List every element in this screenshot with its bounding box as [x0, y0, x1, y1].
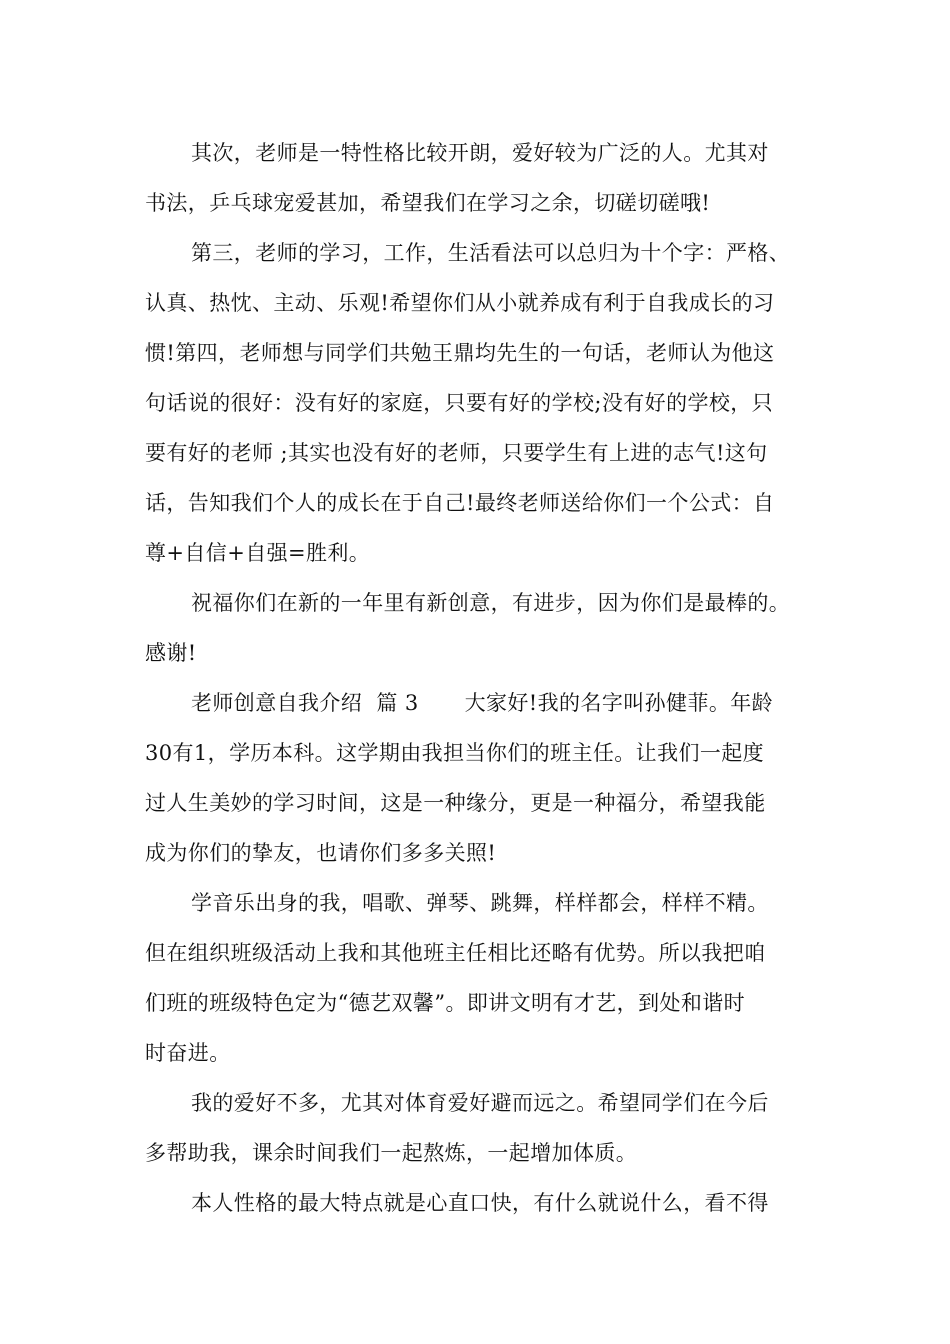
text-line: 祝福你们在新的一年里有新创意，有进步，因为你们是最棒的。 [191, 591, 791, 615]
text-line: 话，告知我们个人的成长在于自己!最终老师送给你们一个公式：自 [145, 491, 775, 515]
text-line: 多帮助我，课余时间我们一起熬炼，一起增加体质。 [145, 1141, 638, 1165]
document-body [145, 128, 810, 1228]
text-line: 学音乐出身的我，唱歌、弹琴、跳舞，样样都会，样样不精。 [191, 891, 769, 915]
text-line: 过人生美妙的学习时间，这是一种缘分，更是一种福分，希望我能 [145, 791, 766, 815]
text-line: 成为你们的挚友，也请你们多多关照! [145, 841, 497, 865]
section-lead-text: 大家好!我的名字叫孙健菲。年龄 [464, 691, 774, 715]
section-heading-line [145, 678, 810, 728]
text-line: 要有好的老师 ;其实也没有好的老师，只要学生有上进的志气!这句 [145, 441, 768, 465]
text-line: 句话说的很好：没有好的家庭，只要有好的学校;没有好的学校，只 [145, 391, 774, 415]
text-line: 惯!第四，老师想与同学们共勉王鼎均先生的一句话，老师认为他这 [145, 341, 775, 365]
text-line: 感谢! [145, 641, 197, 665]
text-line: 其次，老师是一特性格比较开朗，爱好较为广泛的人。尤其对 [191, 141, 769, 165]
text-line: 本人性格的最大特点就是心直口快，有什么就说什么，看不得 [191, 1191, 769, 1215]
text-line: 第三，老师的学习，工作，生活看法可以总归为十个字：严格、 [191, 241, 791, 265]
text-line: 尊+自信+自强=胜利。 [145, 541, 371, 565]
section-number: 篇 3 [376, 691, 419, 715]
text-line: 30有1，学历本科。这学期由我担当你们的班主任。让我们一起度 [145, 741, 765, 765]
text-line: 书法，乒乓球宠爱甚加，希望我们在学习之余，切磋切磋哦! [145, 191, 711, 215]
section-heading: 老师创意自我介绍 [191, 691, 363, 715]
text-line: 我的爱好不多，尤其对体育爱好避而远之。希望同学们在今后 [191, 1091, 769, 1115]
text-line: 认真、热忱、主动、乐观!希望你们从小就养成有利于自我成长的习 [145, 291, 775, 315]
text-line: 但在组织班级活动上我和其他班主任相比还略有优势。所以我把咱 [145, 941, 766, 965]
text-line: 们班的班级特色定为“德艺双馨”。即讲文明有才艺，到处和谐时 [145, 991, 746, 1015]
text-line: 时奋进。 [145, 1041, 231, 1065]
